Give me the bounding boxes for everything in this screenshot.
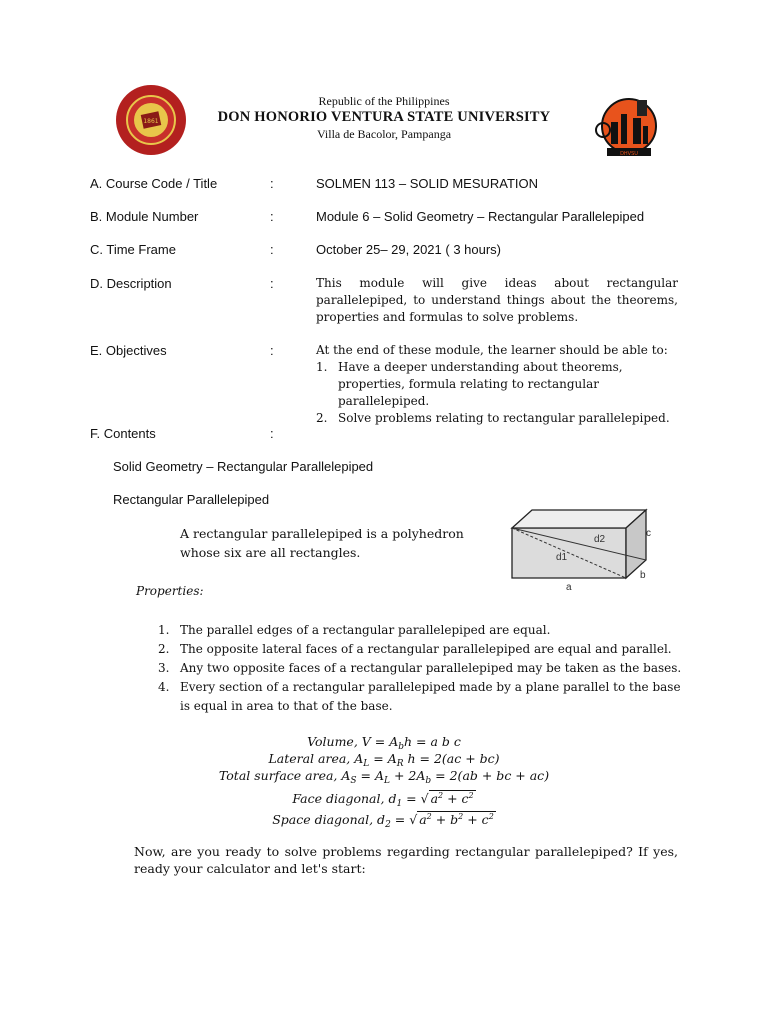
label-b: b bbox=[640, 570, 646, 581]
course-code-label: A. Course Code / Title bbox=[90, 176, 218, 191]
property-number: 2. bbox=[158, 642, 170, 656]
objectives-intro: At the end of these module, the learner should be able to: bbox=[316, 343, 668, 357]
formula-space-label: Space diagonal, bbox=[272, 812, 378, 827]
formula-lateral-label: Lateral area, bbox=[268, 751, 355, 766]
course-code-value: SOLMEN 113 – SOLID MESURATION bbox=[316, 176, 539, 191]
properties-heading: Properties: bbox=[136, 584, 204, 598]
property-item bbox=[158, 659, 682, 678]
formula-face-expr: $d_1$ = √ $a^2 + c^2$ bbox=[388, 791, 474, 809]
property-text: The opposite lateral faces of a rectangular parallelepiped are equal and parallel. bbox=[180, 642, 672, 656]
formula-total-label: Total surface area, bbox=[218, 768, 342, 783]
closing-paragraph: Now, are you ready to solve problems regarding rectangular parallelepiped? If yes, ready your calculator and let's start: bbox=[134, 844, 678, 876]
formula-lateral-expr: $A_L = A_R$ h = 2(ac + bc) bbox=[354, 751, 500, 769]
objective-text: Solve problems relating to rectangular parallelepiped. bbox=[338, 411, 670, 425]
objectives-colon: : bbox=[270, 343, 274, 358]
objective-item bbox=[316, 359, 682, 410]
svg-text:1861: 1861 bbox=[143, 118, 159, 125]
university-name: DON HONORIO VENTURA STATE UNIVERSITY bbox=[217, 109, 551, 125]
formula-volume-label: Volume, bbox=[307, 734, 362, 749]
property-item bbox=[158, 621, 682, 640]
description-value: This module will give ideas about rectangular parallelepiped, to understand things about the theorems, properties and formulas to solve problems. bbox=[316, 276, 678, 324]
property-item bbox=[158, 678, 682, 716]
definition-text: A rectangular parallelepiped is a polyhedron whose six are all rectangles. bbox=[180, 526, 464, 560]
time-frame-colon: : bbox=[270, 242, 274, 257]
section-title: Solid Geometry – Rectangular Parallelepiped bbox=[113, 459, 374, 474]
property-text: Every section of a rectangular parallelepiped made by a plane parallel to the base is equal in area to that of the base. bbox=[180, 680, 681, 713]
objectives-block bbox=[316, 342, 682, 427]
college-logo bbox=[593, 96, 663, 160]
svg-text:DHVSU: DHVSU bbox=[620, 151, 638, 157]
objective-number: 2. bbox=[316, 411, 328, 425]
module-number-label: B. Module Number bbox=[90, 209, 199, 224]
formula-face-label: Face diagonal, bbox=[292, 791, 389, 806]
time-frame-value: October 25– 29, 2021 ( 3 hours) bbox=[316, 242, 502, 257]
republic-line: Republic of the Philippines bbox=[318, 94, 450, 108]
description-colon: : bbox=[270, 276, 274, 291]
formula-space-diagonal bbox=[134, 808, 634, 834]
objectives-label: E. Objectives bbox=[90, 343, 167, 358]
objective-text: Have a deeper understanding about theorems, properties, formula relating to rectangular parallelepiped. bbox=[338, 360, 623, 408]
objectives-list bbox=[316, 359, 682, 427]
objective-number: 1. bbox=[316, 360, 328, 374]
description-label: D. Description bbox=[90, 276, 172, 291]
course-code-colon: : bbox=[270, 176, 274, 191]
contents-colon: : bbox=[270, 426, 274, 441]
label-d1: d1 bbox=[556, 552, 568, 563]
property-number: 1. bbox=[158, 623, 170, 637]
module-number-colon: : bbox=[270, 209, 274, 224]
formula-volume-expr: $V = A_bh = a$ b c bbox=[361, 734, 461, 752]
time-frame-label: C. Time Frame bbox=[90, 242, 176, 257]
property-number: 4. bbox=[158, 680, 170, 694]
contents-label: F. Contents bbox=[90, 426, 156, 441]
subsection-title: Rectangular Parallelepiped bbox=[113, 492, 270, 507]
parallelepiped-diagram bbox=[500, 502, 660, 594]
module-number-value: Module 6 – Solid Geometry – Rectangular Parallelepiped bbox=[316, 209, 645, 224]
properties-list bbox=[158, 621, 682, 716]
property-item bbox=[158, 640, 682, 659]
university-address: Villa de Bacolor, Pampanga bbox=[316, 127, 452, 141]
label-c: c bbox=[646, 528, 651, 539]
label-d2: d2 bbox=[594, 534, 606, 545]
objective-item bbox=[316, 410, 682, 427]
property-text: Any two opposite faces of a rectangular parallelepiped may be taken as the bases. bbox=[180, 661, 682, 675]
formula-space-expr: $d_2$ = √ $a^2 + b^2 + c^2$ bbox=[377, 812, 494, 830]
property-text: The parallel edges of a rectangular parallelepiped are equal. bbox=[180, 623, 551, 637]
formula-total-expr: $A_S = A_L + 2A_b = 2(ab$ + bc + ac) bbox=[341, 768, 550, 786]
label-a: a bbox=[566, 582, 572, 593]
property-number: 3. bbox=[158, 661, 170, 675]
